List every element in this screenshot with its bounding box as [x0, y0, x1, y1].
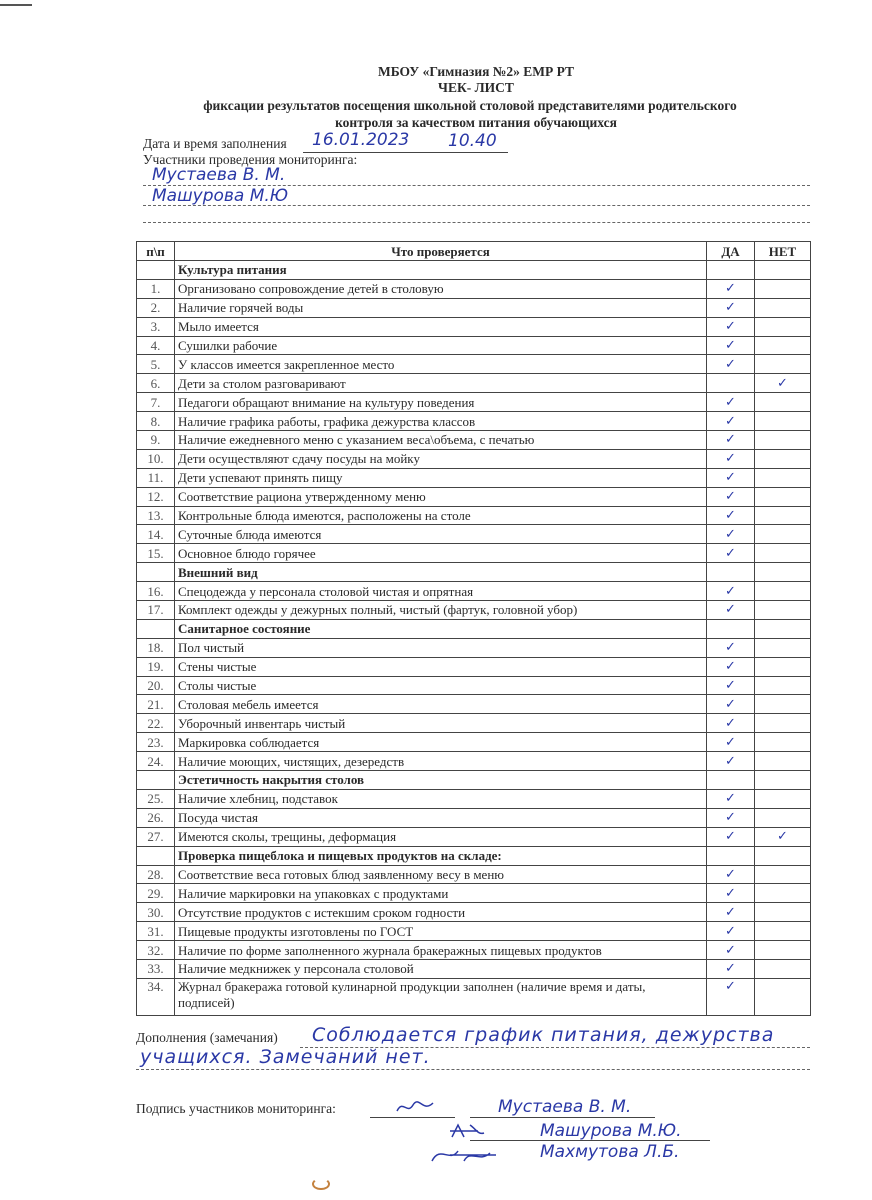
yes-checkmark: ✓ [707, 808, 755, 827]
row-number: 13. [137, 506, 175, 525]
row-criterion: Соответствие рациона утвержденному меню [175, 487, 707, 506]
row-number: 23. [137, 733, 175, 752]
table-row [137, 676, 811, 695]
yes-checkmark: ✓ [707, 393, 755, 412]
checklist-table [136, 241, 811, 1016]
no-checkmark [755, 922, 811, 941]
remarks-label: Дополнения (замечания) [136, 1030, 278, 1045]
section-row [137, 771, 811, 790]
table-row [137, 789, 811, 808]
row-number: 18. [137, 638, 175, 657]
no-checkmark: ✓ [755, 827, 811, 846]
yes-checkmark: ✓ [707, 903, 755, 922]
table-row [137, 468, 811, 487]
table-row [137, 922, 811, 941]
table-row [137, 978, 811, 1015]
row-criterion: Мыло имеется [175, 317, 707, 336]
signature-name-1: Мустаева В. М. [498, 1097, 632, 1117]
table-row [137, 317, 811, 336]
participant-2: Машурова М.Ю [152, 186, 289, 206]
participants-line-2 [143, 205, 810, 206]
table-row [137, 393, 811, 412]
document-type: ЧЕК- ЛИСТ [438, 80, 514, 95]
table-row [137, 638, 811, 657]
no-checkmark [755, 412, 811, 431]
no-checkmark [755, 355, 811, 374]
yes-checkmark: ✓ [707, 865, 755, 884]
row-criterion: Дети осуществляют сдачу посуды на мойку [175, 449, 707, 468]
row-criterion: Наличие хлебниц, подставок [175, 789, 707, 808]
no-checkmark [755, 808, 811, 827]
yes-checkmark: ✓ [707, 355, 755, 374]
row-criterion: Дети за столом разговаривают [175, 374, 707, 393]
no-checkmark [755, 884, 811, 903]
row-criterion: Наличие графика работы, графика дежурства классов [175, 412, 707, 431]
no-checkmark [755, 959, 811, 978]
row-number: 15. [137, 544, 175, 563]
yes-checkmark: ✓ [707, 601, 755, 620]
table-row [137, 279, 811, 298]
section-no-cell [755, 771, 811, 790]
row-number: 4. [137, 336, 175, 355]
row-number: 10. [137, 449, 175, 468]
section-no-cell [755, 846, 811, 865]
section-title: Культура питания [175, 261, 707, 280]
no-checkmark [755, 431, 811, 450]
signature-scribble-1 [395, 1097, 435, 1121]
row-criterion: У классов имеется закрепленное место [175, 355, 707, 374]
row-criterion: Контрольные блюда имеются, расположены на столе [175, 506, 707, 525]
row-number: 24. [137, 752, 175, 771]
row-number: 32. [137, 941, 175, 960]
yes-checkmark: ✓ [707, 506, 755, 525]
document-subtitle-line2: контроля за качеством питания обучающихся [335, 115, 617, 130]
table-row [137, 865, 811, 884]
row-number: 2. [137, 298, 175, 317]
section-title: Санитарное состояние [175, 619, 707, 638]
participants-label: Участники проведения мониторинга: [143, 152, 358, 167]
row-criterion: Наличие медкнижек у персонала столовой [175, 959, 707, 978]
table-row [137, 903, 811, 922]
row-number: 34. [137, 978, 175, 1015]
row-number: 11. [137, 468, 175, 487]
no-checkmark [755, 336, 811, 355]
table-row [137, 752, 811, 771]
no-checkmark [755, 449, 811, 468]
row-criterion: Соответствие веса готовых блюд заявленному весу в меню [175, 865, 707, 884]
signature-underline-name-2 [470, 1140, 710, 1141]
row-criterion: Основное блюдо горячее [175, 544, 707, 563]
row-number: 16. [137, 582, 175, 601]
section-row [137, 261, 811, 280]
table-row [137, 449, 811, 468]
no-checkmark [755, 941, 811, 960]
time-value: 10.40 [448, 131, 497, 151]
section-yes-cell [707, 846, 755, 865]
no-checkmark [755, 676, 811, 695]
signature-name-3: Махмутова Л.Б. [540, 1142, 680, 1162]
no-checkmark [755, 695, 811, 714]
no-checkmark [755, 279, 811, 298]
table-row [137, 525, 811, 544]
table-row [137, 657, 811, 676]
document-subtitle-line1: фиксации результатов посещения школьной столовой представителями родительского [203, 98, 737, 113]
row-number: 8. [137, 412, 175, 431]
row-criterion: Организовано сопровождение детей в столовую [175, 279, 707, 298]
row-number: 9. [137, 431, 175, 450]
no-checkmark [755, 789, 811, 808]
row-number: 6. [137, 374, 175, 393]
table-row [137, 298, 811, 317]
row-criterion: Пол чистый [175, 638, 707, 657]
header-what: Что проверяется [175, 242, 707, 261]
yes-checkmark: ✓ [707, 676, 755, 695]
yes-checkmark: ✓ [707, 431, 755, 450]
table-row [137, 714, 811, 733]
yes-checkmark: ✓ [707, 714, 755, 733]
yes-checkmark: ✓ [707, 298, 755, 317]
table-row [137, 336, 811, 355]
yes-checkmark: ✓ [707, 468, 755, 487]
table-row [137, 733, 811, 752]
table-row [137, 582, 811, 601]
table-row [137, 412, 811, 431]
row-number: 26. [137, 808, 175, 827]
row-criterion: Маркировка соблюдается [175, 733, 707, 752]
row-number: 19. [137, 657, 175, 676]
section-num-cell [137, 619, 175, 638]
yes-checkmark: ✓ [707, 978, 755, 1015]
row-criterion: Столы чистые [175, 676, 707, 695]
signature-underline-name-1 [470, 1117, 655, 1118]
section-num-cell [137, 563, 175, 582]
row-number: 30. [137, 903, 175, 922]
row-criterion: Наличие горячей воды [175, 298, 707, 317]
table-row [137, 695, 811, 714]
section-row [137, 846, 811, 865]
no-checkmark [755, 317, 811, 336]
yes-checkmark: ✓ [707, 525, 755, 544]
table-row [137, 884, 811, 903]
no-checkmark [755, 903, 811, 922]
no-checkmark [755, 468, 811, 487]
participant-1: Мустаева В. М. [152, 165, 286, 185]
no-checkmark [755, 733, 811, 752]
row-number: 1. [137, 279, 175, 298]
no-checkmark [755, 638, 811, 657]
yes-checkmark: ✓ [707, 959, 755, 978]
row-number: 22. [137, 714, 175, 733]
table-row [137, 959, 811, 978]
no-checkmark [755, 298, 811, 317]
section-title: Эстетичность накрытия столов [175, 771, 707, 790]
row-criterion: Сушилки рабочие [175, 336, 707, 355]
yes-checkmark: ✓ [707, 412, 755, 431]
yes-checkmark: ✓ [707, 941, 755, 960]
section-yes-cell [707, 563, 755, 582]
no-checkmark [755, 393, 811, 412]
row-criterion: Имеются сколы, трещины, деформация [175, 827, 707, 846]
no-checkmark [755, 544, 811, 563]
signature-name-2: Машурова М.Ю. [540, 1121, 682, 1141]
row-number: 7. [137, 393, 175, 412]
row-number: 12. [137, 487, 175, 506]
participants-line-3 [143, 222, 810, 223]
table-row [137, 374, 811, 393]
yes-checkmark: ✓ [707, 279, 755, 298]
signature-scribble-2 [448, 1121, 488, 1145]
section-title: Проверка пищеблока и пищевых продуктов на складе: [175, 846, 707, 865]
scan-edge-mark [0, 4, 32, 6]
row-number: 17. [137, 601, 175, 620]
remarks-line-2: учащихся. Замечаний нет. [140, 1046, 431, 1068]
no-checkmark: ✓ [755, 374, 811, 393]
row-number: 31. [137, 922, 175, 941]
yes-checkmark: ✓ [707, 922, 755, 941]
row-number: 27. [137, 827, 175, 846]
row-number: 20. [137, 676, 175, 695]
row-criterion: Педагоги обращают внимание на культуру поведения [175, 393, 707, 412]
table-row [137, 601, 811, 620]
no-checkmark [755, 582, 811, 601]
row-number: 3. [137, 317, 175, 336]
date-value: 16.01.2023 [312, 130, 410, 150]
section-row [137, 563, 811, 582]
section-no-cell [755, 563, 811, 582]
row-criterion: Наличие моющих, чистящих, дезередств [175, 752, 707, 771]
row-criterion: Дети успевают принять пищу [175, 468, 707, 487]
table-row [137, 544, 811, 563]
table-row [137, 355, 811, 374]
row-criterion: Наличие по форме заполненного журнала бракеражных пищевых продуктов [175, 941, 707, 960]
section-yes-cell [707, 619, 755, 638]
yes-checkmark: ✓ [707, 789, 755, 808]
yes-checkmark: ✓ [707, 336, 755, 355]
header-num: п\п [137, 242, 175, 261]
row-criterion: Столовая мебель имеется [175, 695, 707, 714]
signature-label: Подпись участников мониторинга: [136, 1101, 336, 1116]
section-num-cell [137, 846, 175, 865]
yes-checkmark [707, 374, 755, 393]
row-number: 25. [137, 789, 175, 808]
remarks-underline-2 [136, 1069, 810, 1070]
table-row [137, 941, 811, 960]
yes-checkmark: ✓ [707, 582, 755, 601]
section-row [137, 619, 811, 638]
yes-checkmark: ✓ [707, 449, 755, 468]
row-criterion: Наличие ежедневного меню с указанием веса\объема, с печатью [175, 431, 707, 450]
row-number: 28. [137, 865, 175, 884]
no-checkmark [755, 525, 811, 544]
row-number: 14. [137, 525, 175, 544]
no-checkmark [755, 506, 811, 525]
row-criterion: Суточные блюда имеются [175, 525, 707, 544]
table-row [137, 808, 811, 827]
row-criterion: Пищевые продукты изготовлены по ГОСТ [175, 922, 707, 941]
no-checkmark [755, 865, 811, 884]
section-num-cell [137, 261, 175, 280]
yes-checkmark: ✓ [707, 752, 755, 771]
section-no-cell [755, 619, 811, 638]
row-number: 33. [137, 959, 175, 978]
datetime-label: Дата и время заполнения [143, 136, 287, 151]
header-no: НЕТ [755, 242, 811, 261]
remarks-line-1: Соблюдается график питания, дежурства [312, 1024, 775, 1046]
no-checkmark [755, 752, 811, 771]
row-criterion: Стены чистые [175, 657, 707, 676]
row-criterion: Посуда чистая [175, 808, 707, 827]
table-header-row [137, 242, 811, 261]
row-criterion: Спецодежда у персонала столовой чистая и опрятная [175, 582, 707, 601]
yes-checkmark: ✓ [707, 544, 755, 563]
signature-scribble-3 [430, 1143, 500, 1169]
row-criterion: Журнал бракеража готовой кулинарной продукции заполнен (наличие время и даты, подписей) [175, 978, 707, 1015]
row-criterion: Наличие маркировки на упаковках с продуктами [175, 884, 707, 903]
section-title: Внешний вид [175, 563, 707, 582]
row-number: 29. [137, 884, 175, 903]
table-row [137, 506, 811, 525]
yes-checkmark: ✓ [707, 487, 755, 506]
table-row [137, 431, 811, 450]
section-no-cell [755, 261, 811, 280]
yes-checkmark: ✓ [707, 638, 755, 657]
row-criterion: Уборочный инвентарь чистый [175, 714, 707, 733]
no-checkmark [755, 978, 811, 1015]
section-num-cell [137, 771, 175, 790]
row-criterion: Комплект одежды у дежурных полный, чистый (фартук, головной убор) [175, 601, 707, 620]
row-number: 5. [137, 355, 175, 374]
yes-checkmark: ✓ [707, 733, 755, 752]
yes-checkmark: ✓ [707, 657, 755, 676]
section-yes-cell [707, 261, 755, 280]
yes-checkmark: ✓ [707, 884, 755, 903]
header-yes: ДА [707, 242, 755, 261]
school-name: МБОУ «Гимназия №2» ЕМР РТ [377, 64, 575, 79]
section-yes-cell [707, 771, 755, 790]
no-checkmark [755, 714, 811, 733]
row-criterion: Отсутствие продуктов с истекшим сроком годности [175, 903, 707, 922]
no-checkmark [755, 487, 811, 506]
ink-blot [312, 1178, 330, 1190]
no-checkmark [755, 657, 811, 676]
table-row [137, 487, 811, 506]
table-row [137, 827, 811, 846]
yes-checkmark: ✓ [707, 317, 755, 336]
row-number: 21. [137, 695, 175, 714]
yes-checkmark: ✓ [707, 827, 755, 846]
no-checkmark [755, 601, 811, 620]
yes-checkmark: ✓ [707, 695, 755, 714]
